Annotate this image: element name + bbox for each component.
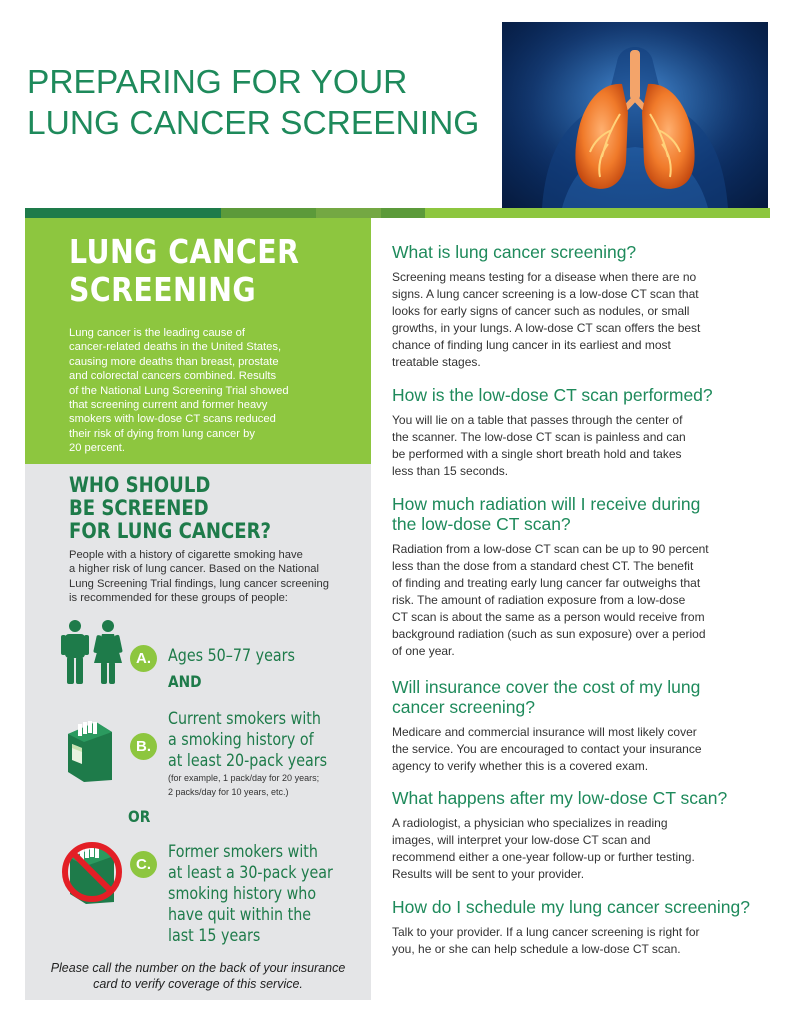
answer-line: risk. The amount of radiation exposure from a low-dose xyxy=(392,593,686,607)
no-smoking-pack-icon xyxy=(58,836,126,906)
screening-title-line-1: LUNG CANCER xyxy=(69,232,300,271)
faq-5 xyxy=(392,788,770,883)
faq-3 xyxy=(392,494,770,660)
divider-stripe-4 xyxy=(381,208,425,218)
criterion-b-text xyxy=(168,709,327,772)
divider-stripe-3 xyxy=(316,208,381,218)
answer-line: the service. You are encouraged to contact your insurance xyxy=(392,742,702,756)
screening-title-line-2: SCREENING xyxy=(69,270,257,309)
answer-line: growths, in your lungs. A low-dose CT scan offers the best xyxy=(392,321,701,335)
title-line-2: LUNG CANCER SCREENING xyxy=(27,105,480,142)
divider-stripe-5 xyxy=(425,208,770,218)
criterion-line: at least a 30-pack year xyxy=(168,863,333,883)
who-text xyxy=(69,548,354,606)
answer-line: chance of finding lung cancer in its earliest and most xyxy=(392,338,671,352)
question-line: Will insurance cover the cost of my lung xyxy=(392,677,701,697)
criterion-line: smoking history who xyxy=(168,884,317,904)
insurance-call-note xyxy=(30,960,366,992)
intro-line: 20 percent. xyxy=(69,442,125,455)
intro-line: smokers with low-dose CT scans reduced xyxy=(69,413,276,426)
answer-line: background radiation (such as sun exposure) over a period xyxy=(392,627,706,641)
criterion-line: a smoking history of xyxy=(168,730,314,750)
answer-line: You will lie on a table that passes through the center of xyxy=(392,413,683,427)
intro-line: that screening current and former heavy xyxy=(69,399,268,412)
answer-line: A radiologist, a physician who specializes in reading xyxy=(392,816,668,830)
answer-line: Results will be sent to your provider. xyxy=(392,867,585,881)
screening-intro xyxy=(69,326,329,456)
faq-2 xyxy=(392,385,770,480)
answer-line: Medicare and commercial insurance will most likely cover xyxy=(392,725,697,739)
answer-line: the scanner. The low-dose CT scan is painless and can xyxy=(392,430,686,444)
criterion-a-text xyxy=(168,646,295,667)
question-line: What happens after my low-dose CT scan? xyxy=(392,788,728,808)
who-text-line: People with a history of cigarette smoking have xyxy=(69,549,303,561)
page-title xyxy=(27,62,479,144)
answer-line: of finding and treating early lung cancer far outweighs that xyxy=(392,576,701,590)
faq-1 xyxy=(392,242,770,371)
criterion-b-badge: B. xyxy=(130,733,157,760)
who-title-line-3: FOR LUNG CANCER? xyxy=(69,519,271,543)
divider-stripe-2 xyxy=(221,208,316,218)
screening-box-title xyxy=(69,233,299,309)
intro-line: and colorectal cancers combined. Results xyxy=(69,370,277,383)
faq-answer xyxy=(392,412,770,480)
criterion-line: at least 20-pack years xyxy=(168,751,328,771)
intro-line: causing more deaths than breast, prostate xyxy=(69,355,279,368)
answer-line: agency to verify whether this is a covered exam. xyxy=(392,759,649,773)
answer-line: images, will interpret your low-dose CT scan and xyxy=(392,833,651,847)
faq-question xyxy=(392,677,770,717)
criterion-c-badge: C. xyxy=(130,851,157,878)
answer-line: recommend either a one-year follow-up or further testing. xyxy=(392,850,695,864)
answer-line: less than the dose from a standard chest CT. The benefit xyxy=(392,559,694,573)
answer-line: of one year. xyxy=(392,644,455,658)
who-text-line: is recommended for these groups of people: xyxy=(69,592,288,605)
faq-4 xyxy=(392,677,770,775)
example-line: (for example, 1 pack/day for 20 years; xyxy=(168,773,320,783)
faq-question xyxy=(392,897,770,917)
answer-line: Screening means testing for a disease when there are no xyxy=(392,270,697,284)
call-note-line: card to verify coverage of this service. xyxy=(93,977,303,991)
who-title-line-1: WHO SHOULD xyxy=(69,473,211,497)
question-line: cancer screening? xyxy=(392,697,535,717)
faq-6 xyxy=(392,897,770,958)
faq-answer xyxy=(392,541,770,660)
people-icon xyxy=(58,619,126,685)
who-text-line: a higher risk of lung cancer. Based on the National xyxy=(69,563,320,576)
question-line: How do I schedule my lung cancer screening? xyxy=(392,897,750,917)
faq-answer xyxy=(392,924,770,958)
faq-answer xyxy=(392,815,770,883)
cigarette-pack-icon xyxy=(66,714,114,784)
answer-line: you, he or she can help schedule a low-dose CT scan. xyxy=(392,942,681,956)
example-line: 2 packs/day for 10 years, etc.) xyxy=(168,786,289,797)
question-line: What is lung cancer screening? xyxy=(392,242,637,262)
and-label: AND xyxy=(168,672,202,691)
intro-line: Lung cancer is the leading cause of xyxy=(69,327,246,339)
criterion-a-badge: A. xyxy=(130,645,157,672)
faq-question xyxy=(392,788,770,808)
call-note-line: Please call the number on the back of your insurance xyxy=(50,961,346,975)
answer-line: CT scan is about the same as a person would receive from xyxy=(392,610,705,624)
faq-answer xyxy=(392,269,770,371)
answer-line: signs. A lung cancer screening is a low-dose CT scan that xyxy=(392,287,699,301)
question-line: How is the low-dose CT scan performed? xyxy=(392,385,713,405)
criterion-line: Former smokers with xyxy=(168,842,318,862)
who-text-line: Lung Screening Trial findings, lung cancer screening xyxy=(69,577,329,590)
intro-line: of the National Lung Screening Trial showed xyxy=(69,384,289,397)
faq-question xyxy=(392,385,770,405)
faq-question xyxy=(392,494,770,534)
faq-answer xyxy=(392,724,770,775)
criterion-c-text xyxy=(168,842,333,947)
answer-line: less than 15 seconds. xyxy=(392,464,509,478)
criterion-line: last 15 years xyxy=(168,926,261,946)
criterion-line: have quit within the xyxy=(168,905,312,925)
who-title-line-2: BE SCREENED xyxy=(69,496,209,520)
answer-line: Radiation from a low-dose CT scan can be up to 90 percent xyxy=(392,542,709,556)
intro-line: cancer-related deaths in the United States, xyxy=(69,341,282,354)
intro-line: their risk of dying from lung cancer by xyxy=(69,427,255,440)
answer-line: looks for early signs of cancer such as nodules, or small xyxy=(392,304,690,318)
criterion-line: Current smokers with xyxy=(168,709,321,729)
criterion-line: Ages 50–77 years xyxy=(168,646,295,666)
divider-stripe-1 xyxy=(25,208,221,218)
pack-year-example xyxy=(168,772,368,799)
answer-line: treatable stages. xyxy=(392,355,481,369)
question-line: the low-dose CT scan? xyxy=(392,514,571,534)
title-line-1: PREPARING FOR YOUR xyxy=(27,64,408,101)
faq-question xyxy=(392,242,770,262)
answer-line: Talk to your provider. If a lung cancer screening is right for xyxy=(392,925,700,939)
who-title xyxy=(69,474,271,543)
or-label: OR xyxy=(128,807,151,826)
question-line: How much radiation will I receive during xyxy=(392,494,701,514)
lungs-illustration-icon xyxy=(502,22,768,208)
answer-line: be performed with a single short breath hold and takes xyxy=(392,447,682,461)
